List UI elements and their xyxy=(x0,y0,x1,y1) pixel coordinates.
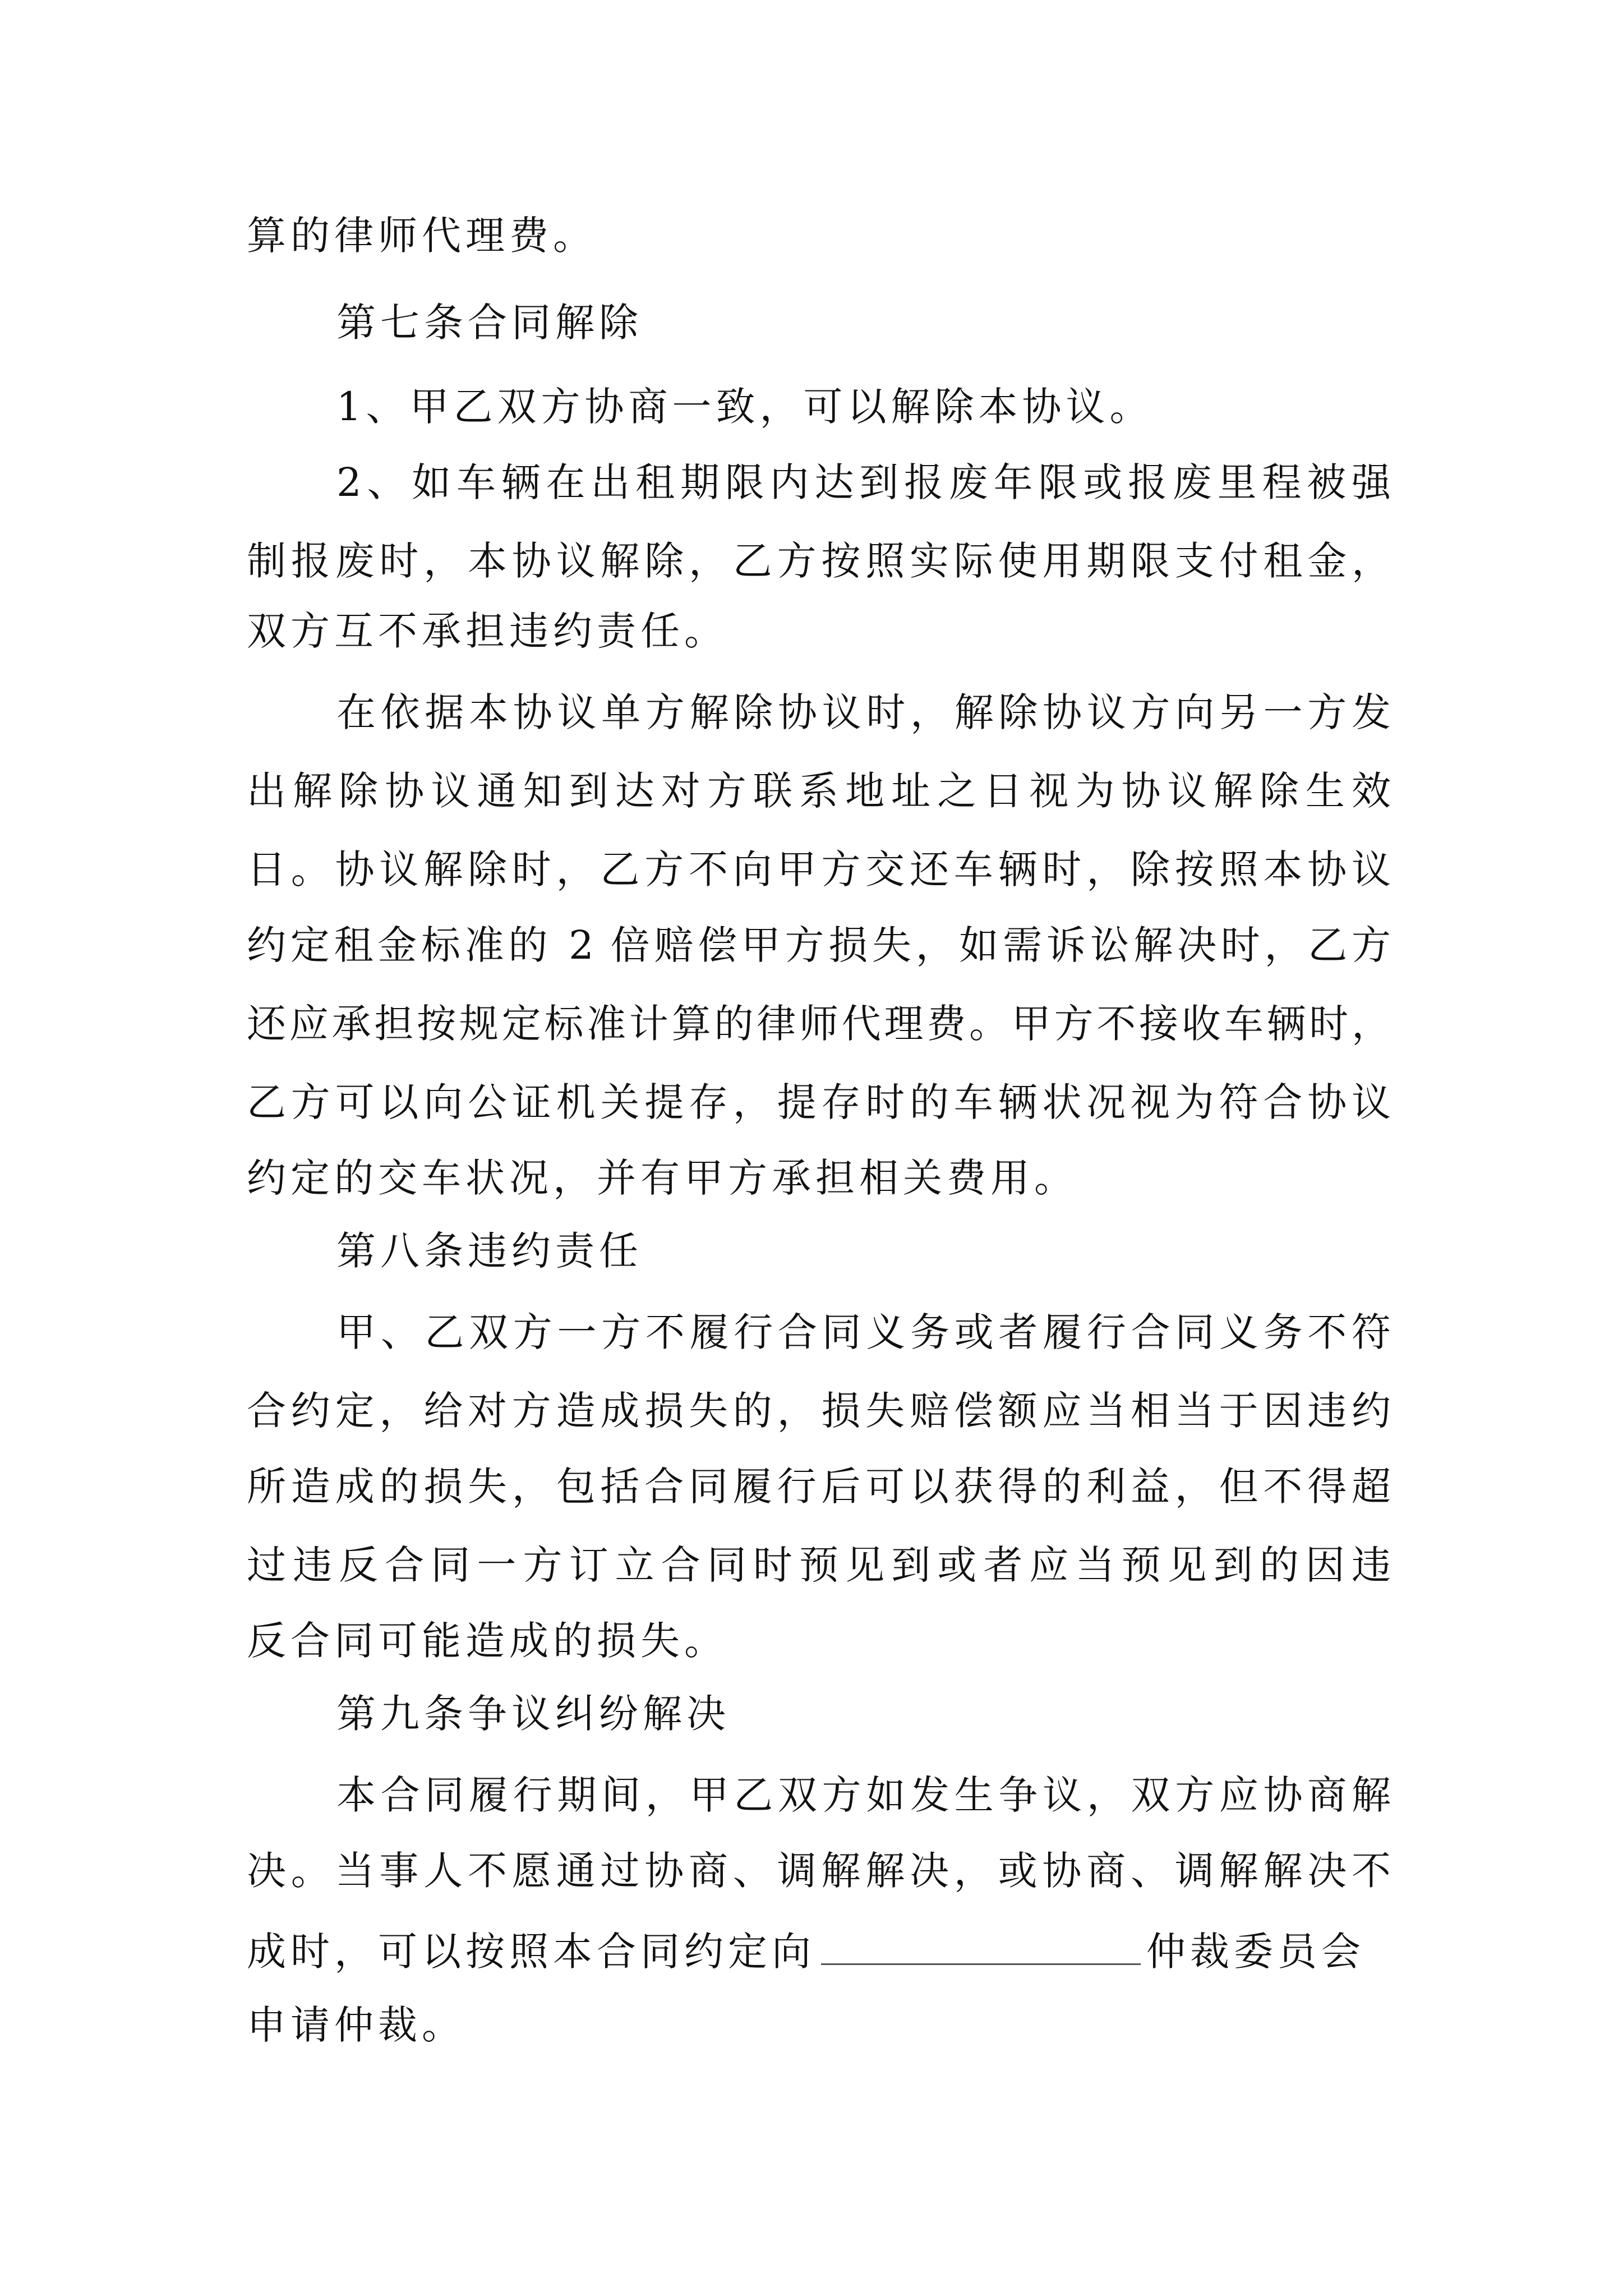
text-line: 约定的交车状况，并有甲方承担相关费用。 xyxy=(247,1155,1078,1201)
text-line: 乙方可以向公证机关提存，提存时的车辆状况视为符合协议 xyxy=(247,1079,1391,1125)
fill-in-blank xyxy=(821,1924,1141,1965)
text-line: 申请仲裁。 xyxy=(247,2002,465,2048)
text-line: 2、如车辆在出租期限内达到报废年限或报废里程被强 xyxy=(336,459,1391,505)
text-line: 出解除协议通知到达对方联系地址之日视为协议解除生效 xyxy=(247,768,1391,814)
section-heading: 第九条争议纠纷解决 xyxy=(336,1691,730,1737)
text-segment: 仲裁委员会 xyxy=(1146,1929,1365,1975)
text-line: 所造成的损失，包括合同履行后可以获得的利益，但不得超 xyxy=(247,1464,1391,1510)
text-line: 过违反合同一方订立合同时预见到或者应当预见到的因违 xyxy=(247,1542,1391,1588)
section-heading: 第七条合同解除 xyxy=(336,300,643,346)
text-line: 甲、乙双方一方不履行合同义务或者履行合同义务不符 xyxy=(336,1309,1391,1355)
text-line: 制报废时，本协议解除，乙方按照实际使用期限支付租金， xyxy=(247,538,1391,584)
text-line: 1、甲乙双方协商一致，可以解除本协议。 xyxy=(336,384,1154,430)
text-line: 在依据本协议单方解除协议时，解除协议方向另一方发 xyxy=(336,689,1391,735)
text-line xyxy=(247,1924,1391,1975)
text-line: 算的律师代理费。 xyxy=(247,213,597,259)
text-line: 合约定，给对方造成损失的，损失赔偿额应当相当于因违约 xyxy=(247,1388,1391,1434)
text-line: 双方互不承担违约责任。 xyxy=(247,608,728,654)
text-line: 本合同履行期间，甲乙双方如发生争议，双方应协商解 xyxy=(336,1772,1391,1818)
text-segment: 成时，可以按照本合同约定向 xyxy=(247,1929,815,1975)
text-line: 约定租金标准的 2 倍赔偿甲方损失，如需诉讼解决时，乙方 xyxy=(247,922,1391,968)
section-heading: 第八条违约责任 xyxy=(336,1228,643,1274)
text-line: 日。协议解除时，乙方不向甲方交还车辆时，除按照本协议 xyxy=(247,846,1391,892)
text-line: 反合同可能造成的损失。 xyxy=(247,1618,728,1664)
text-line: 决。当事人不愿通过协商、调解解决，或协商、调解解决不 xyxy=(247,1848,1391,1894)
text-line: 还应承担按规定标准计算的律师代理费。甲方不接收车辆时， xyxy=(247,1001,1391,1047)
